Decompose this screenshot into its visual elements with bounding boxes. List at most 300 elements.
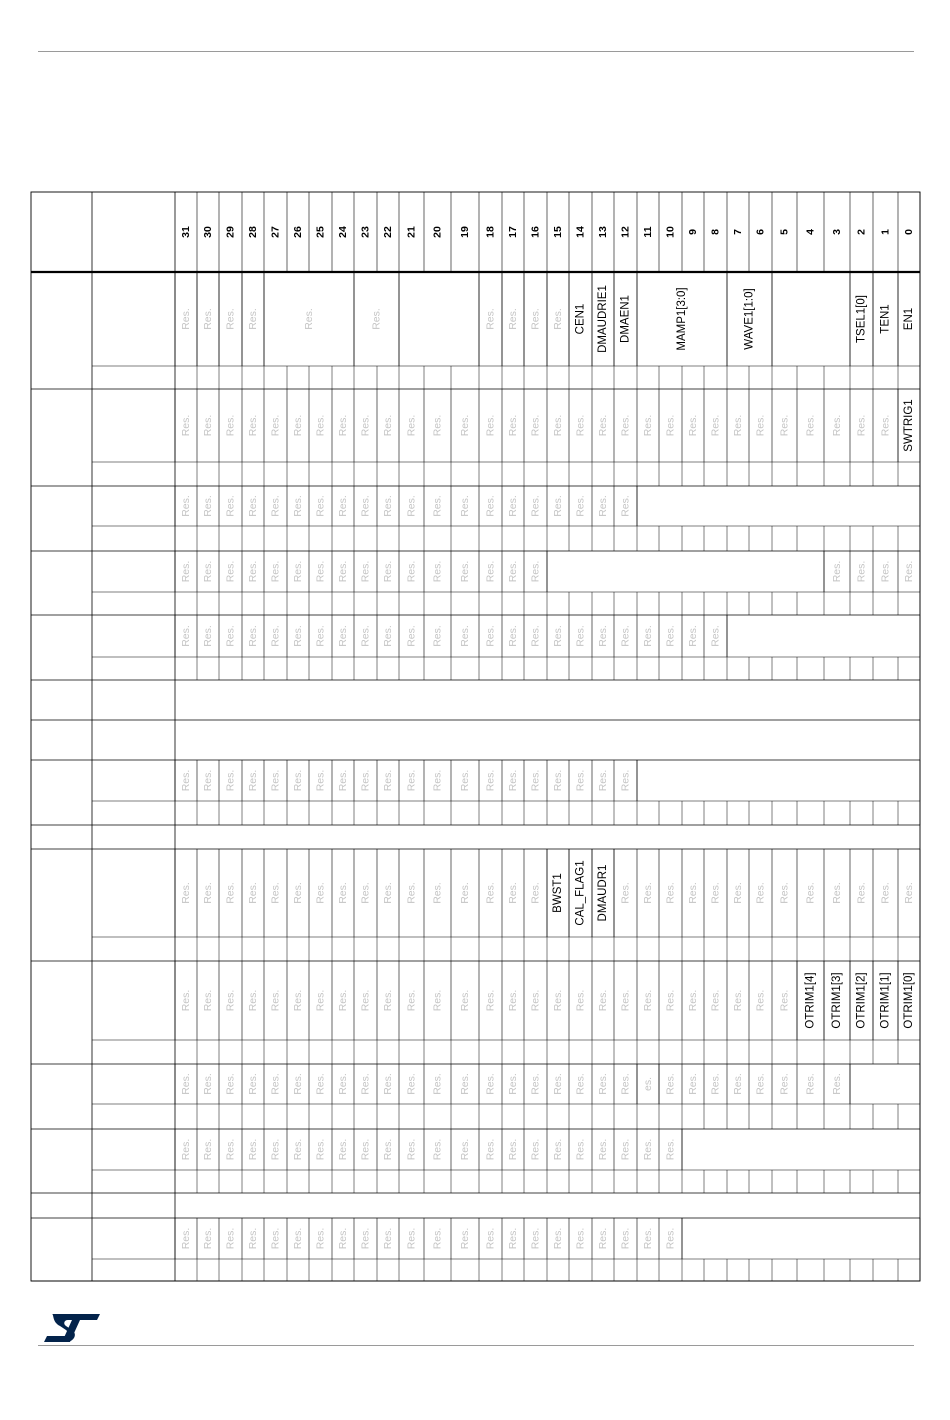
- reserved-bit-label: Res.: [337, 1227, 349, 1250]
- reserved-bit-label: Res.: [405, 1073, 418, 1095]
- reserved-bit-label: Res.: [247, 495, 259, 517]
- reserved-bit-label: Res.: [431, 414, 444, 437]
- bit-header: 29: [224, 226, 237, 238]
- reserved-bit-label: Res.: [359, 882, 372, 904]
- reserved-bit-label: Res.: [574, 1227, 587, 1250]
- reserved-bit-label: Res.: [337, 989, 349, 1012]
- reserved-bit-label: Res.: [180, 882, 192, 904]
- reserved-bit-label: Res.: [382, 1073, 394, 1095]
- reserved-bit-label: Res.: [337, 495, 349, 517]
- register-row-dac-dor1: [180, 770, 632, 792]
- reserved-bit-label: Res.: [687, 882, 699, 904]
- reserved-bit-label: Res.: [664, 882, 677, 904]
- reserved-bit-label: Res.: [507, 989, 519, 1012]
- field-label: OTRIM1[2]: [855, 972, 868, 1029]
- field-label: TSEL1[0]: [855, 295, 868, 343]
- reserved-bit-label: Res.: [303, 308, 315, 330]
- bit-header: 3: [831, 229, 843, 235]
- reserved-bit-label: Res.: [687, 1073, 699, 1095]
- bit-header: 26: [292, 226, 304, 238]
- reserved-bit-label: Res.: [529, 882, 542, 904]
- reserved-bit-label: Res.: [202, 1138, 214, 1161]
- reserved-bit-label: Res.: [484, 769, 497, 792]
- reserved-bit-label: Res.: [484, 882, 497, 904]
- reserved-bit-label: Res.: [484, 495, 497, 517]
- register-row-dac-dhr12l1: [180, 561, 915, 583]
- reserved-bit-label: Res.: [597, 414, 609, 437]
- reserved-bit-label: Res.: [507, 495, 519, 517]
- reserved-bit-label: Res.: [247, 1073, 259, 1095]
- reserved-bit-label: Res.: [855, 882, 868, 904]
- reserved-bit-label: Res.: [597, 625, 609, 647]
- reserved-bit-label: Res.: [405, 625, 418, 647]
- reserved-bit-label: Res.: [247, 989, 259, 1012]
- reserved-bit-label: Res.: [202, 495, 214, 517]
- reserved-bit-label: Res.: [459, 495, 471, 517]
- reserved-bit-label: Res.: [202, 308, 214, 330]
- reserved-bit-label: Res.: [484, 1138, 497, 1161]
- reserved-bit-label: Res.: [292, 495, 304, 517]
- reserved-bit-label: Res.: [359, 414, 372, 437]
- reserved-bit-label: Res.: [314, 560, 327, 583]
- reserved-bit-label: Res.: [709, 1073, 722, 1095]
- reserved-bit-label: Res.: [269, 625, 282, 647]
- reserved-bit-label: Res.: [224, 1073, 237, 1095]
- bit-header: 4: [804, 229, 817, 235]
- reserved-bit-label: Res.: [382, 495, 394, 517]
- reserved-bit-label: Res.: [804, 882, 817, 904]
- reserved-bit-label: Res.: [754, 989, 767, 1012]
- reserved-bit-label: Res.: [292, 1138, 304, 1161]
- reserved-bit-label: Res.: [247, 560, 259, 583]
- reserved-bit-label: Res.: [314, 1227, 327, 1250]
- reserved-bit-label: Res.: [224, 882, 237, 904]
- register-row-dac-mcr: [180, 1073, 843, 1095]
- reserved-bit-label: Res.: [314, 769, 327, 792]
- reserved-bit-label: Res.: [202, 769, 214, 792]
- reserved-bit-label: Res.: [292, 1227, 304, 1250]
- reserved-bit-label: Res.: [202, 625, 214, 647]
- reserved-bit-label: Res.: [709, 414, 722, 437]
- bit-header: 7: [732, 229, 744, 235]
- reserved-bit-label: Res.: [405, 882, 418, 904]
- reserved-bit-label: Res.: [529, 769, 542, 792]
- reserved-bit-label: Res.: [619, 882, 632, 904]
- reserved-bit-label: Res.: [552, 414, 564, 437]
- reserved-bit-label: Res.: [529, 1138, 542, 1161]
- reserved-bit-label: Res.: [359, 1138, 372, 1161]
- reserved-bit-label: Res.: [754, 882, 767, 904]
- reserved-bit-label: Res.: [405, 769, 418, 792]
- reserved-bit-label: Res.: [202, 989, 214, 1012]
- reserved-bit-label: Res.: [664, 1227, 677, 1250]
- reserved-bit-label: Res.: [224, 560, 237, 583]
- reserved-bit-label: Res.: [405, 989, 418, 1012]
- reserved-bit-label: Res.: [247, 882, 259, 904]
- reserved-bit-label: Res.: [574, 1138, 587, 1161]
- reserved-bit-label: Res.: [382, 1138, 394, 1161]
- reserved-bit-label: Res.: [405, 1227, 418, 1250]
- reserved-bit-label: Res.: [382, 625, 394, 647]
- reserved-bit-label: Res.: [292, 989, 304, 1012]
- reserved-bit-label: Res.: [459, 560, 471, 583]
- field-label: MAMP1[3:0]: [676, 287, 688, 351]
- reserved-bit-label: Res.: [180, 1227, 192, 1250]
- reserved-bit-label: Res.: [619, 1138, 632, 1161]
- reserved-bit-label: Res.: [484, 625, 497, 647]
- reserved-bit-label: Res.: [597, 1073, 609, 1095]
- reserved-bit-label: Res.: [337, 769, 349, 792]
- reserved-bit-label: Res.: [180, 560, 192, 583]
- bit-header: 30: [202, 226, 214, 238]
- reserved-bit-label: Res.: [337, 1138, 349, 1161]
- reserved-bit-label: Res.: [314, 989, 327, 1012]
- reserved-bit-label: Res.: [574, 414, 587, 437]
- reserved-bit-label: Res.: [642, 882, 654, 904]
- bit-header: 6: [754, 229, 767, 235]
- reserved-bit-label: Res.: [224, 625, 237, 647]
- reserved-bit-label: Res.: [642, 414, 654, 437]
- reserved-bit-label: Res.: [459, 989, 471, 1012]
- register-row-dac-dhr12r1: [180, 495, 632, 517]
- bit-header: 28: [247, 226, 259, 238]
- reserved-bit-label: Res.: [292, 560, 304, 583]
- reserved-bit-label: Res.: [507, 1227, 519, 1250]
- reserved-bit-label: Res.: [314, 1138, 327, 1161]
- reserved-bit-label: Res.: [855, 414, 868, 437]
- reserved-bit-label: Res.: [247, 308, 259, 330]
- st-logo-icon: [42, 1310, 102, 1344]
- bit-header: 16: [529, 226, 542, 238]
- reserved-bit-label: Res.: [382, 769, 394, 792]
- field-label: DMAUDR1: [597, 864, 609, 922]
- reserved-bit-label: Res.: [405, 414, 418, 437]
- reserved-bit-label: Res.: [459, 882, 471, 904]
- bit-header: 12: [619, 226, 632, 238]
- reserved-bit-label: Res.: [664, 1073, 677, 1095]
- reserved-bit-label: Res.: [552, 308, 564, 330]
- reserved-bit-label: Res.: [574, 769, 587, 792]
- reserved-bit-label: Res.: [831, 414, 843, 437]
- field-label: WAVE1[1:0]: [743, 288, 756, 350]
- reserved-bit-label: Res.: [269, 882, 282, 904]
- field-label: OTRIM1[1]: [879, 972, 892, 1029]
- bit-header: 24: [337, 226, 349, 238]
- reserved-bit-label: Res.: [664, 989, 677, 1012]
- reserved-bit-label: Res.: [879, 414, 892, 437]
- reserved-bit-label: Res.: [574, 495, 587, 517]
- bit-header: 13: [597, 226, 609, 238]
- reserved-bit-label: Res.: [431, 882, 444, 904]
- reserved-bit-label: Res.: [574, 1073, 587, 1095]
- register-row-dac-shhr: [180, 1228, 677, 1250]
- reserved-bit-label: Res.: [507, 1138, 519, 1161]
- reserved-bit-label: Res.: [405, 1138, 418, 1161]
- bit-header: 2: [855, 229, 868, 235]
- reserved-bit-label: Res.: [778, 989, 791, 1012]
- reserved-bit-label: Res.: [484, 560, 497, 583]
- reserved-bit-label: Res.: [269, 769, 282, 792]
- reserved-bit-label: Res.: [597, 1138, 609, 1161]
- reserved-bit-label: Res.: [224, 1138, 237, 1161]
- reserved-bit-label: Res.: [247, 1227, 259, 1250]
- reserved-bit-label: Res.: [778, 1073, 791, 1095]
- reserved-bit-label: Res.: [507, 414, 519, 437]
- reserved-bit-label: Res.: [269, 1227, 282, 1250]
- reserved-bit-label: Res.: [619, 769, 632, 792]
- reserved-bit-label: Res.: [552, 495, 564, 517]
- reserved-bit-label: Res.: [459, 1227, 471, 1250]
- reserved-bit-label: Res.: [507, 1073, 519, 1095]
- reserved-bit-label: Res.: [529, 1073, 542, 1095]
- reserved-bit-label: Res.: [431, 1073, 444, 1095]
- bit-header: 14: [574, 226, 587, 238]
- reserved-bit-label: Res.: [484, 308, 497, 330]
- reserved-bit-label: Res.: [687, 625, 699, 647]
- reserved-bit-label: Res.: [337, 882, 349, 904]
- reserved-bit-label: Res.: [431, 1227, 444, 1250]
- register-row-dac-ccr: [180, 972, 915, 1028]
- reserved-bit-label: Res.: [202, 882, 214, 904]
- reserved-bit-label: Res.: [202, 1227, 214, 1250]
- reserved-bit-label: Res.: [754, 414, 767, 437]
- reserved-bit-label: Res.: [529, 560, 542, 583]
- field-label: EN1: [903, 307, 915, 331]
- reserved-bit-label: Res.: [269, 560, 282, 583]
- reserved-bit-label: Res.: [552, 769, 564, 792]
- reserved-bit-label: Res.: [314, 625, 327, 647]
- reserved-bit-label: Res.: [180, 1073, 192, 1095]
- reserved-bit-label: Res.: [269, 1138, 282, 1161]
- reserved-bit-label: Res.: [314, 882, 327, 904]
- reserved-bit-label: es.: [642, 1076, 654, 1092]
- reserved-bit-label: Res.: [431, 560, 444, 583]
- reserved-bit-label: Res.: [642, 989, 654, 1012]
- reserved-bit-label: Res.: [431, 625, 444, 647]
- field-label: OTRIM1[0]: [903, 972, 915, 1029]
- reserved-bit-label: Res.: [314, 414, 327, 437]
- reserved-bit-label: Res.: [180, 1138, 192, 1161]
- bit-header: 10: [664, 226, 677, 238]
- bit-header: 11: [642, 226, 654, 238]
- reserved-bit-label: Res.: [507, 560, 519, 583]
- reserved-bit-label: Res.: [247, 625, 259, 647]
- field-label: OTRIM1[3]: [831, 972, 843, 1029]
- reserved-bit-label: Res.: [664, 625, 677, 647]
- reserved-bit-label: Res.: [382, 560, 394, 583]
- reserved-bit-label: Res.: [314, 1073, 327, 1095]
- reserved-bit-label: Res.: [642, 1227, 654, 1250]
- reserved-bit-label: Res.: [574, 989, 587, 1012]
- field-label: OTRIM1[4]: [804, 972, 817, 1029]
- reserved-bit-label: Res.: [337, 414, 349, 437]
- reserved-bit-label: Res.: [574, 625, 587, 647]
- reserved-bit-label: Res.: [314, 495, 327, 517]
- reserved-bit-label: Res.: [484, 989, 497, 1012]
- reserved-bit-label: Res.: [619, 625, 632, 647]
- reserved-bit-label: Res.: [359, 495, 372, 517]
- bit-header: 17: [507, 226, 519, 238]
- reserved-bit-label: Res.: [292, 414, 304, 437]
- bit-header: 23: [359, 226, 372, 238]
- field-label: TEN1: [879, 304, 892, 334]
- reserved-bit-label: Res.: [247, 769, 259, 792]
- reserved-bit-label: Res.: [507, 308, 519, 330]
- reserved-bit-label: Res.: [642, 1138, 654, 1161]
- reserved-bit-label: Res.: [552, 989, 564, 1012]
- reserved-bit-label: Res.: [642, 625, 654, 647]
- reserved-bit-label: Res.: [224, 989, 237, 1012]
- reserved-bit-label: Res.: [831, 1073, 843, 1095]
- reserved-bit-label: Res.: [405, 560, 418, 583]
- table-border: [31, 192, 920, 1281]
- reserved-bit-label: Res.: [529, 989, 542, 1012]
- reserved-bit-label: Res.: [619, 1073, 632, 1095]
- bit-header: 18: [484, 226, 497, 238]
- register-row-dac-sr: [180, 860, 915, 925]
- reserved-bit-label: Res.: [224, 1227, 237, 1250]
- reserved-bit-label: Res.: [732, 414, 744, 437]
- bit-header: 25: [314, 226, 327, 238]
- reserved-bit-label: Res.: [359, 625, 372, 647]
- reserved-bit-label: Res.: [431, 989, 444, 1012]
- reserved-bit-label: Res.: [507, 769, 519, 792]
- field-label: CAL_FLAG1: [574, 860, 587, 926]
- bit-header: 15: [552, 226, 564, 238]
- reserved-bit-label: Res.: [687, 989, 699, 1012]
- reserved-bit-label: Res.: [292, 882, 304, 904]
- reserved-bit-label: Res.: [855, 560, 868, 583]
- reserved-bit-label: Res.: [459, 414, 471, 437]
- reserved-bit-label: Res.: [687, 414, 699, 437]
- reserved-bit-label: Res.: [804, 414, 817, 437]
- reserved-bit-label: Res.: [431, 769, 444, 792]
- reserved-bit-label: Res.: [224, 414, 237, 437]
- reserved-bit-label: Res.: [180, 414, 192, 437]
- reserved-bit-label: Res.: [778, 414, 791, 437]
- reserved-bit-label: Res.: [664, 414, 677, 437]
- bit-header: 27: [269, 226, 282, 238]
- reserved-bit-label: Res.: [552, 1227, 564, 1250]
- reserved-bit-label: Res.: [507, 625, 519, 647]
- bit-header: 1: [879, 229, 892, 235]
- reserved-bit-label: Res.: [269, 1073, 282, 1095]
- reserved-bit-label: Res.: [382, 989, 394, 1012]
- reserved-bit-label: Res.: [459, 769, 471, 792]
- bit-header: 31: [180, 226, 192, 238]
- field-label: SWTRIG1: [903, 399, 915, 452]
- reserved-bit-label: Res.: [180, 308, 192, 330]
- reserved-bit-label: Res.: [664, 1138, 677, 1161]
- reserved-bit-label: Res.: [382, 414, 394, 437]
- reserved-bit-label: Res.: [382, 882, 394, 904]
- register-row-dac-cr: [180, 285, 915, 353]
- reserved-bit-label: Res.: [484, 1227, 497, 1250]
- reserved-bit-label: Res.: [484, 1073, 497, 1095]
- reserved-bit-label: Res.: [732, 989, 744, 1012]
- bit-header: 5: [778, 229, 791, 235]
- reserved-bit-label: Res.: [224, 495, 237, 517]
- reserved-bit-label: Res.: [619, 414, 632, 437]
- field-label: CEN1: [574, 303, 587, 335]
- reserved-bit-label: Res.: [180, 495, 192, 517]
- reserved-bit-label: Res.: [709, 989, 722, 1012]
- reserved-bit-label: Res.: [709, 882, 722, 904]
- reserved-bit-label: Res.: [180, 769, 192, 792]
- reserved-bit-label: Res.: [484, 414, 497, 437]
- reserved-bit-label: Res.: [552, 1138, 564, 1161]
- reserved-bit-label: Res.: [269, 989, 282, 1012]
- reserved-bit-label: Res.: [202, 414, 214, 437]
- field-label: DMAEN1: [619, 295, 632, 343]
- reserved-bit-label: Res.: [507, 882, 519, 904]
- reserved-bit-label: Res.: [224, 769, 237, 792]
- reserved-bit-label: Res.: [269, 414, 282, 437]
- reserved-bit-label: Res.: [754, 1073, 767, 1095]
- reserved-bit-label: Res.: [732, 1073, 744, 1095]
- reserved-bit-label: Res.: [709, 625, 722, 647]
- reserved-bit-label: Res.: [552, 1073, 564, 1095]
- reserved-bit-label: Res.: [459, 1138, 471, 1161]
- reserved-bit-label: Res.: [337, 625, 349, 647]
- bottom-rule: [38, 1345, 914, 1346]
- reserved-bit-label: Res.: [597, 989, 609, 1012]
- reserved-bit-label: Res.: [292, 625, 304, 647]
- reserved-bit-label: Res.: [529, 495, 542, 517]
- bit-header: 22: [382, 226, 394, 238]
- reserved-bit-label: Res.: [359, 769, 372, 792]
- reserved-bit-label: Res.: [247, 414, 259, 437]
- reserved-bit-label: Res.: [529, 414, 542, 437]
- reserved-bit-label: Res.: [247, 1138, 259, 1161]
- reserved-bit-label: Res.: [619, 1227, 632, 1250]
- bit-header: 8: [709, 229, 722, 235]
- reserved-bit-label: Res.: [552, 625, 564, 647]
- reserved-bit-label: Res.: [382, 1227, 394, 1250]
- reserved-bit-label: Res.: [292, 769, 304, 792]
- reserved-bit-label: Res.: [879, 882, 892, 904]
- bit-header: 21: [405, 226, 418, 238]
- reserved-bit-label: Res.: [224, 308, 237, 330]
- reserved-bit-label: Res.: [180, 625, 192, 647]
- field-label: DMAUDRIE1: [597, 285, 609, 353]
- reserved-bit-label: Res.: [431, 495, 444, 517]
- reserved-bit-label: Res.: [292, 1073, 304, 1095]
- reserved-bit-label: Res.: [405, 495, 418, 517]
- reserved-bit-label: Res.: [337, 560, 349, 583]
- reserved-bit-label: Res.: [903, 882, 915, 904]
- reserved-bit-label: Res.: [778, 882, 791, 904]
- reserved-bit-label: Res.: [529, 1227, 542, 1250]
- reserved-bit-label: Res.: [370, 308, 383, 330]
- reserved-bit-label: Res.: [337, 1073, 349, 1095]
- reserved-bit-label: Res.: [619, 989, 632, 1012]
- reserved-bit-label: Res.: [431, 1138, 444, 1161]
- reserved-bit-label: Res.: [529, 308, 542, 330]
- reserved-bit-label: Res.: [619, 495, 632, 517]
- reserved-bit-label: Res.: [529, 625, 542, 647]
- reserved-bit-label: Res.: [879, 560, 892, 583]
- reserved-bit-label: Res.: [359, 560, 372, 583]
- bit-header: 9: [687, 229, 699, 235]
- reserved-bit-label: Res.: [359, 989, 372, 1012]
- reserved-bit-label: Res.: [202, 560, 214, 583]
- bit-header: 0: [903, 229, 915, 235]
- reserved-bit-label: Res.: [831, 882, 843, 904]
- reserved-bit-label: Res.: [202, 1073, 214, 1095]
- field-label: BWST1: [552, 873, 564, 913]
- register-row-dac-shsr1: [180, 1139, 677, 1161]
